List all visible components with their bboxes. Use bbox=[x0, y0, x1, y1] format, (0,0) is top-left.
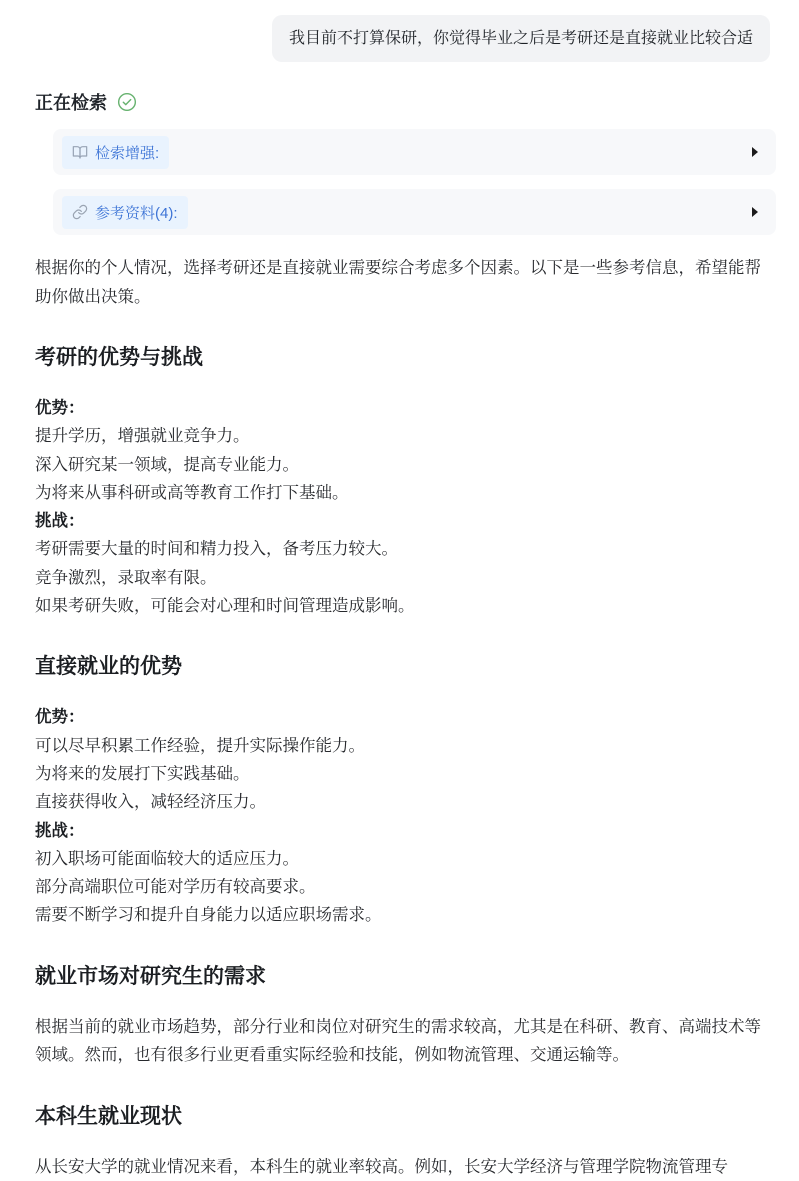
panel-search-enhance[interactable] bbox=[53, 129, 776, 175]
body-line: 提升学历，增强就业竞争力。 bbox=[35, 427, 250, 446]
body-line: 竞争激烈，录取率有限。 bbox=[35, 568, 217, 587]
intro-paragraph: 根据你的个人情况，选择考研还是直接就业需要综合考虑多个因素。以下是一些参考信息，希望能帮助你做出决策。 bbox=[35, 259, 761, 306]
body-line: 为将来从事科研或高等教育工作打下基础。 bbox=[35, 483, 349, 502]
section-heading-jiuye: 直接就业的优势 bbox=[35, 655, 182, 679]
body-line: 需要不断学习和提升自身能力以适应职场需求。 bbox=[35, 906, 382, 925]
section-body bbox=[35, 703, 769, 929]
book-icon bbox=[72, 144, 88, 160]
collapsible-panels bbox=[53, 129, 776, 235]
section-paragraph: 从长安大学的就业情况来看，本科生的就业率较高。例如，长安大学经济与管理学院物流管理专 bbox=[35, 1157, 728, 1176]
expand-arrow-icon[interactable] bbox=[752, 147, 758, 157]
link-icon bbox=[72, 204, 88, 220]
body-line: 直接获得收入，减轻经济压力。 bbox=[35, 793, 266, 812]
section-heading-kaoyan: 考研的优势与挑战 bbox=[35, 346, 203, 369]
body-line: 部分高端职位可能对学历有较高要求。 bbox=[35, 878, 316, 897]
status-row bbox=[35, 89, 799, 115]
section-body bbox=[35, 394, 769, 620]
user-message-bubble: 我目前不打算保研，你觉得毕业之后是考研还是直接就业比较合适 bbox=[272, 15, 770, 62]
body-line: 如果考研失败，可能会对心理和时间管理造成影响。 bbox=[35, 597, 415, 616]
body-line: 挑战： bbox=[35, 821, 85, 840]
panel-references[interactable] bbox=[53, 189, 776, 235]
section-heading-undergrad-employment: 本科生就业现状 bbox=[35, 1104, 182, 1128]
check-circle-icon bbox=[117, 92, 137, 112]
expand-arrow-icon[interactable] bbox=[752, 207, 758, 217]
panel-references-label bbox=[62, 196, 188, 229]
body-line: 优势： bbox=[35, 708, 85, 727]
section-heading-market-demand: 就业市场对研究生的需求 bbox=[35, 964, 266, 988]
status-label: 正在检索 bbox=[35, 93, 107, 113]
panel-label-text: 参考资料(4): bbox=[95, 204, 178, 222]
assistant-answer bbox=[35, 254, 769, 1181]
user-message-row bbox=[0, 0, 799, 62]
body-line: 优势： bbox=[35, 399, 85, 417]
section-paragraph: 根据当前的就业市场趋势，部分行业和岗位对研究生的需求较高，尤其是在科研、教育、高端技术等领域。然而，也有很多行业更看重实际经验和技能，例如物流管理、交通运输等。 bbox=[35, 1017, 761, 1065]
body-line: 为将来的发展打下实践基础。 bbox=[35, 764, 250, 783]
body-line: 挑战： bbox=[35, 512, 85, 531]
panel-label-text: 检索增强: bbox=[95, 144, 160, 162]
body-line: 初入职场可能面临较大的适应压力。 bbox=[35, 849, 299, 868]
body-line: 深入研究某一领域，提高专业能力。 bbox=[35, 455, 299, 474]
body-line: 考研需要大量的时间和精力投入，备考压力较大。 bbox=[35, 540, 398, 559]
body-line: 可以尽早积累工作经验，提升实际操作能力。 bbox=[35, 736, 365, 755]
panel-search-enhance-label bbox=[62, 136, 169, 169]
